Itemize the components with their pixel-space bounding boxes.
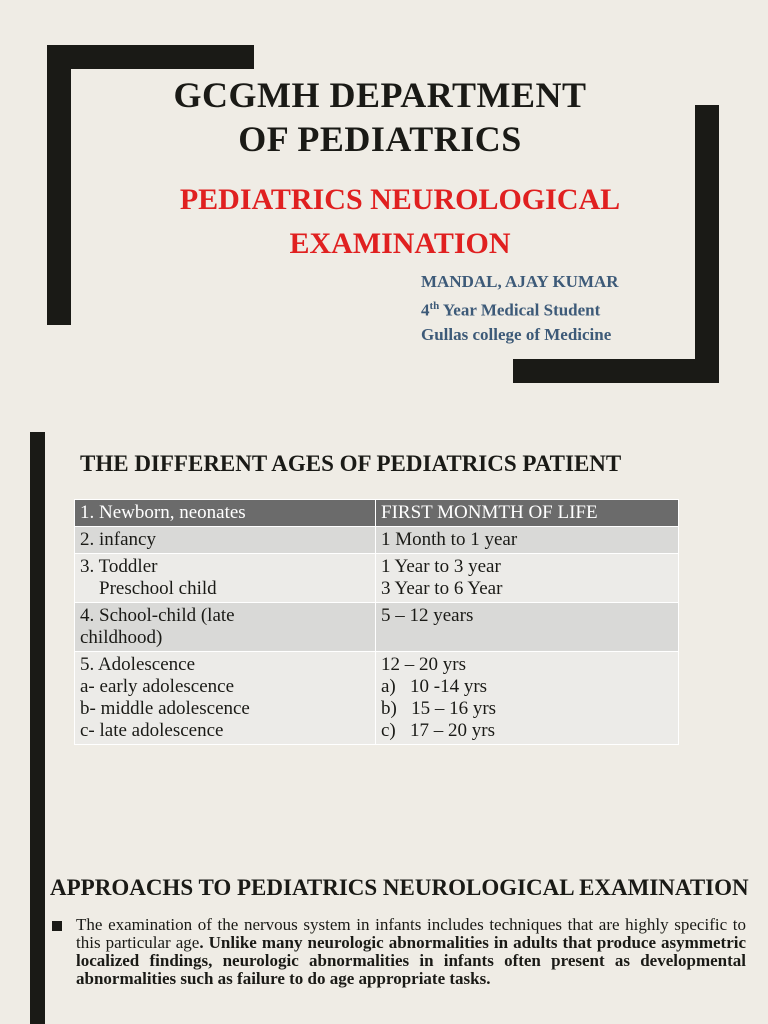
cell-line: 5. Adolescence xyxy=(80,654,196,675)
paragraph-bold-text: . Unlike many neurologic abnormalities in adults that produce asymmetric localized findings, neurologic abnormalities in infants often present as developmental abnormalities such as failure to do age appropriate tasks. xyxy=(76,933,747,988)
title-line-1: GCGMH DEPARTMENT xyxy=(173,75,587,115)
table-row xyxy=(75,554,679,603)
author-year-suffix: th xyxy=(429,300,440,312)
cell-line: c- late adolescence xyxy=(80,720,224,741)
cell-line: 2. infancy xyxy=(80,529,156,550)
paragraph-normal-text: The examination of the nervous system in infants includes techniques that are highly specific to this particular age xyxy=(76,915,746,952)
author-name: MANDAL, AJAY KUMAR xyxy=(421,272,619,291)
cell-line: 1 Year to 3 year xyxy=(381,556,501,577)
table-cell xyxy=(376,652,679,745)
table-header-row xyxy=(75,500,679,527)
cell-line: Preschool child xyxy=(80,578,217,599)
author-year xyxy=(421,294,619,323)
table-cell xyxy=(75,527,376,554)
cell-line: c) 17 – 20 yrs xyxy=(381,720,495,741)
cell-line: b) 15 – 16 yrs xyxy=(381,698,497,719)
table-header-cell: FIRST MONMTH OF LIFE xyxy=(376,500,679,527)
title-slide xyxy=(0,0,768,400)
cell-line: 4. School-child (late xyxy=(80,605,235,626)
table-cell xyxy=(75,554,376,603)
author-year-text: Year Medical Student xyxy=(439,300,601,320)
ages-table xyxy=(74,499,679,745)
cell-line: 1 Month to 1 year xyxy=(381,529,518,550)
table-row xyxy=(75,652,679,745)
table-cell xyxy=(376,554,679,603)
ages-heading: THE DIFFERENT AGES OF PEDIATRICS PATIENT xyxy=(80,451,622,476)
frame-bar-top-left-horizontal xyxy=(47,45,254,69)
author-college: Gullas college of Medicine xyxy=(421,324,612,344)
author-block xyxy=(421,270,619,347)
cell-line: a) 10 -14 yrs xyxy=(381,676,488,697)
table-cell xyxy=(376,603,679,652)
frame-bar-top-left-vertical xyxy=(47,45,71,325)
accent-vertical-bar xyxy=(30,432,45,864)
cell-line: 5 – 12 years xyxy=(381,605,474,626)
accent-vertical-bar xyxy=(30,864,45,1024)
slide-subtitle xyxy=(80,178,720,266)
cell-line: a- early adolescence xyxy=(80,676,235,697)
approach-heading: APPROACHS TO PEDIATRICS NEUROLOGICAL EXAMINATION xyxy=(50,875,749,900)
table-cell xyxy=(376,527,679,554)
table-header-cell: 1. Newborn, neonates xyxy=(75,500,376,527)
cell-line: b- middle adolescence xyxy=(80,698,250,719)
subtitle-line-1: PEDIATRICS NEUROLOGICAL xyxy=(179,183,621,216)
table-row xyxy=(75,603,679,652)
subtitle-line-2: EXAMINATION xyxy=(289,227,511,260)
table-cell xyxy=(75,603,376,652)
table-cell xyxy=(75,652,376,745)
author-year-number: 4 xyxy=(421,300,430,320)
cell-line: childhood) xyxy=(80,627,163,648)
frame-bar-bottom-right-horizontal xyxy=(513,359,719,383)
slide-title xyxy=(80,73,680,161)
approach-paragraph xyxy=(76,916,746,988)
approach-slide xyxy=(0,864,768,1024)
cell-line: 12 – 20 yrs xyxy=(381,654,466,675)
ages-slide xyxy=(0,432,768,864)
cell-line: 3. Toddler xyxy=(80,556,158,577)
table-row xyxy=(75,527,679,554)
square-bullet-icon xyxy=(52,921,62,931)
cell-line: 3 Year to 6 Year xyxy=(381,578,503,599)
title-line-2: OF PEDIATRICS xyxy=(238,119,522,159)
